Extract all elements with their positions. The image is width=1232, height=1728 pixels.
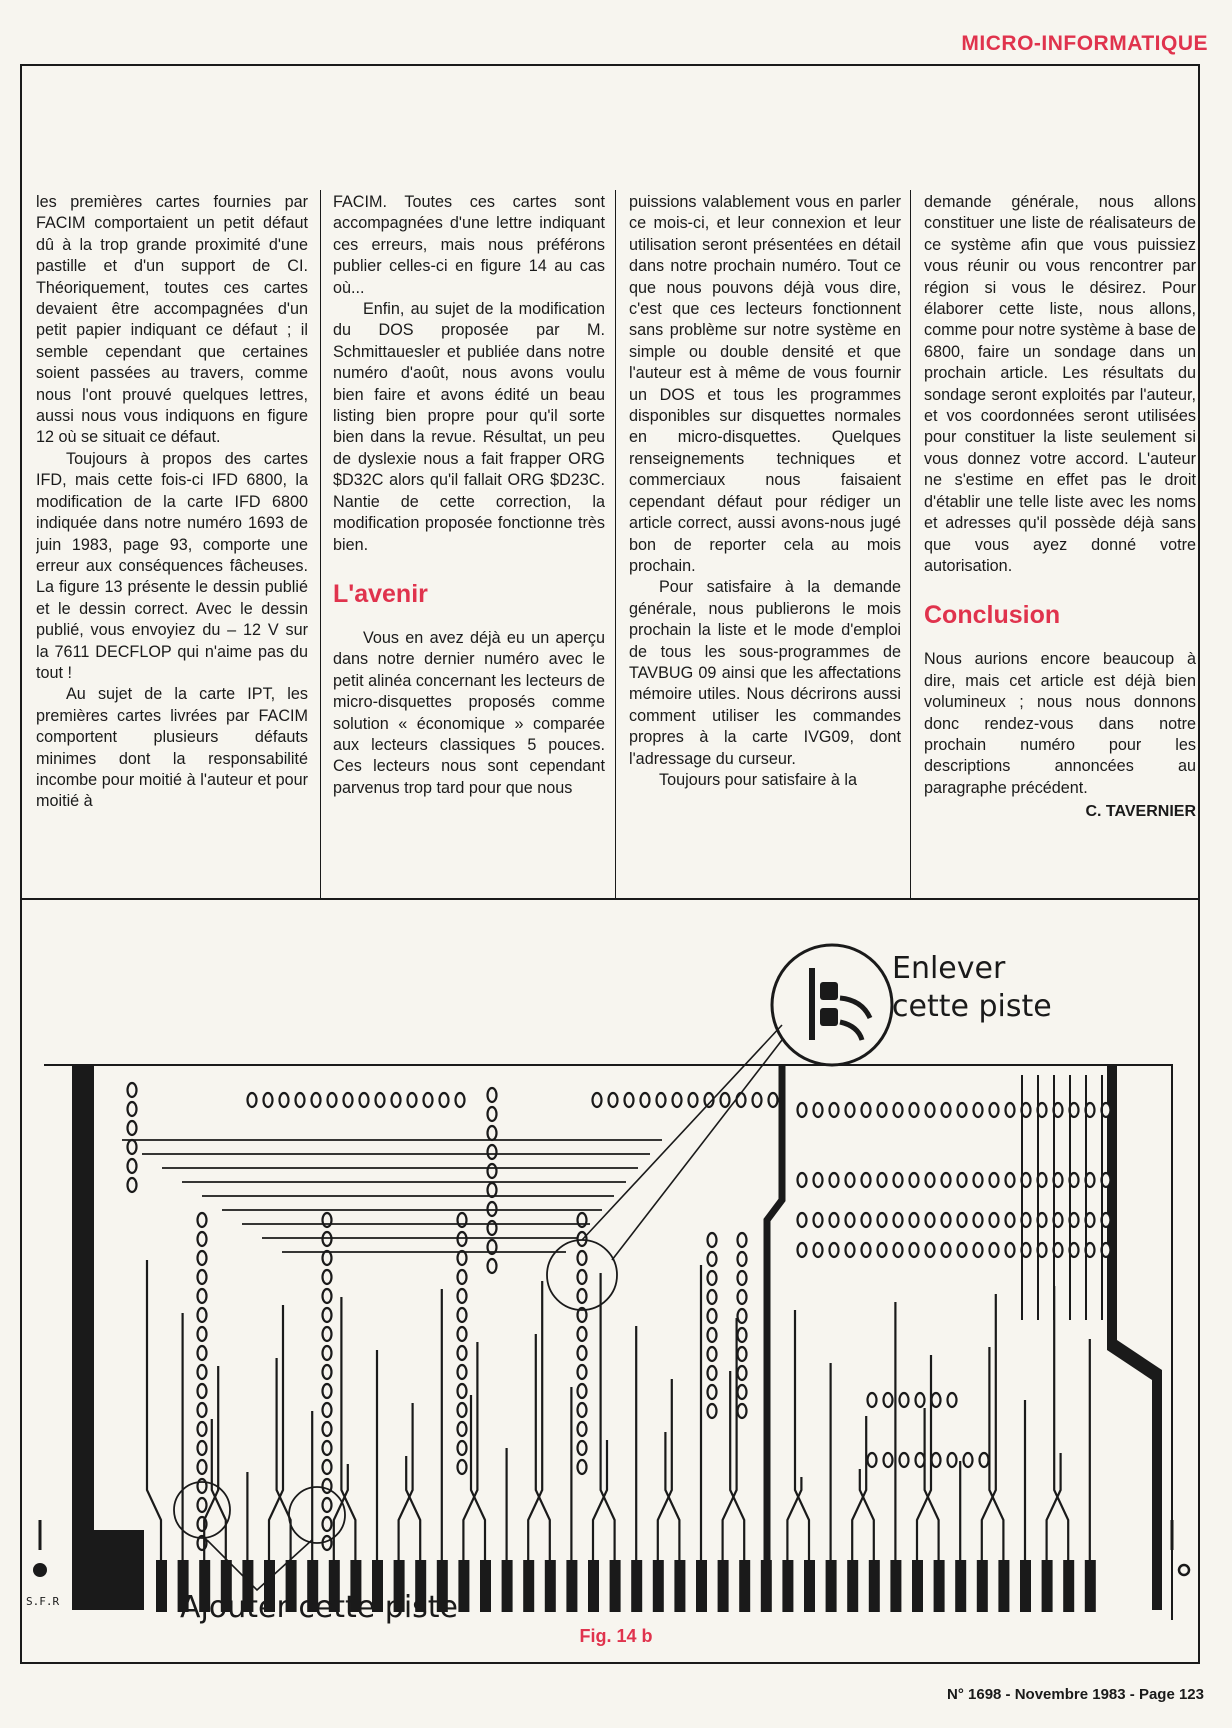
section-heading-avenir: L'avenir bbox=[333, 579, 428, 608]
remove-track-label: Enlever cette piste bbox=[892, 951, 1052, 1024]
solder-pad bbox=[738, 1309, 747, 1323]
solder-pad bbox=[798, 1103, 807, 1117]
edge-finger bbox=[566, 1560, 577, 1612]
solder-pad bbox=[578, 1384, 587, 1398]
edge-finger bbox=[458, 1560, 469, 1612]
solder-pad bbox=[323, 1403, 332, 1417]
solder-pad bbox=[198, 1403, 207, 1417]
solder-pad bbox=[942, 1213, 951, 1227]
solder-pad bbox=[578, 1346, 587, 1360]
solder-pad bbox=[323, 1232, 332, 1246]
solder-pad bbox=[392, 1093, 401, 1107]
leader-line bbox=[612, 1040, 782, 1260]
solder-pad bbox=[1006, 1213, 1015, 1227]
mounting-hole bbox=[33, 1563, 47, 1577]
solder-pad bbox=[974, 1173, 983, 1187]
solder-pad bbox=[488, 1259, 497, 1273]
solder-pad bbox=[456, 1093, 465, 1107]
solder-pad bbox=[198, 1289, 207, 1303]
solder-pad bbox=[738, 1271, 747, 1285]
solder-pad bbox=[708, 1233, 717, 1247]
solder-pad bbox=[900, 1453, 909, 1467]
solder-pad bbox=[708, 1309, 717, 1323]
edge-finger bbox=[502, 1560, 513, 1612]
copper-trace bbox=[147, 1260, 161, 1560]
solder-pad bbox=[910, 1103, 919, 1117]
solder-pad bbox=[738, 1404, 747, 1418]
solder-pad bbox=[376, 1093, 385, 1107]
edge-finger bbox=[934, 1560, 945, 1612]
solder-pad bbox=[974, 1243, 983, 1257]
solder-pad bbox=[738, 1328, 747, 1342]
solder-pad bbox=[738, 1366, 747, 1380]
section-heading-conclusion: Conclusion bbox=[924, 601, 1061, 630]
solder-pad bbox=[916, 1393, 925, 1407]
solder-pad bbox=[894, 1103, 903, 1117]
edge-finger bbox=[761, 1560, 772, 1612]
page-footer: N° 1698 - Novembre 1983 - Page 123 bbox=[947, 1686, 1204, 1703]
solder-pad bbox=[721, 1093, 730, 1107]
solder-pad bbox=[128, 1102, 137, 1116]
solder-pad bbox=[323, 1517, 332, 1531]
solder-pad bbox=[689, 1093, 698, 1107]
paragraph: puissions valablement vous en parler ce mois-ci, et leur connexion et leur utilisation seront présentées en détail dans notre prochain numéro. Tout ce que nous pouvons déjà vous dire, c'est que ces lecteurs fonctionnent sans problème sur notre système en simple ou double densité et que l'auteur est à même de vous fournir un DOS et tous les programmes disponibles sur disquettes normales en micro-disquettes. Quelques renseignements techniques et commerciaux nous faisaient cependant défaut pour rédiger un article correct, aussi avons-nous jugé bon de reporter cela au mois prochain. bbox=[629, 193, 901, 575]
solder-pad bbox=[312, 1093, 321, 1107]
edge-finger bbox=[890, 1560, 901, 1612]
solder-pad bbox=[248, 1093, 257, 1107]
solder-pad bbox=[916, 1453, 925, 1467]
edge-finger bbox=[869, 1560, 880, 1612]
solder-pad bbox=[910, 1243, 919, 1257]
paragraph: demande générale, nous allons constituer une liste de réalisateurs de ce système afin que vous puissiez vous réunir ou vous rencontrer par région si vous le désirez. Pour élaborer cette liste, nous allons, comme pour notre système à base de 6800, faire un sondage dans un prochain article. Les résultats du sondage seront exploités par l'auteur, et vos coordonnées seront utilisées pour constituer la liste seulement si vous donnez votre accord. L'auteur ne s'estime en effet pas le droit d'établir une telle liste avec les noms et adresses qu'il possède déjà sans que vous ayez donné votre autorisation. bbox=[924, 193, 1196, 575]
solder-pad bbox=[846, 1173, 855, 1187]
edge-finger bbox=[782, 1560, 793, 1612]
solder-pad bbox=[932, 1393, 941, 1407]
leader-line bbox=[582, 1025, 782, 1240]
edge-finger bbox=[912, 1560, 923, 1612]
solder-pad bbox=[708, 1290, 717, 1304]
solder-pad bbox=[458, 1289, 467, 1303]
solder-pad bbox=[578, 1213, 587, 1227]
solder-pad bbox=[862, 1173, 871, 1187]
zoom-pad bbox=[820, 1008, 838, 1026]
solder-pad bbox=[990, 1103, 999, 1117]
article-column-3 bbox=[629, 192, 901, 892]
paragraph: Nous aurions encore beaucoup à dire, mais cet article est déjà bien volumineux ; nous nous donnons donc rendez-vous dans notre prochain numéro pour les descriptions annoncées au paragraphe précédent. bbox=[924, 650, 1196, 797]
solder-pad bbox=[942, 1103, 951, 1117]
solder-pad bbox=[458, 1422, 467, 1436]
solder-pad bbox=[609, 1093, 618, 1107]
mounting-hole bbox=[1179, 1565, 1189, 1575]
solder-pad bbox=[323, 1308, 332, 1322]
solder-pad bbox=[458, 1441, 467, 1455]
solder-pad bbox=[830, 1103, 839, 1117]
solder-pad bbox=[753, 1093, 762, 1107]
solder-pad bbox=[862, 1243, 871, 1257]
paragraph: Toujours à propos des cartes IFD, mais cette fois-ci IFD 6800, la modification de la carte IFD 6800 indiquée dans notre numéro 1693 de juin 1983, page 93, comporte une erreur aux conséquences fâcheuses. La figure 13 présente le dessin publié et le dessin correct. Avec le dessin publié, vous envoyiez du – 12 V sur la 7611 DECFLOP qui n'aime pas du tout ! bbox=[36, 449, 308, 682]
solder-pad bbox=[578, 1403, 587, 1417]
edge-finger bbox=[847, 1560, 858, 1612]
solder-pad bbox=[738, 1347, 747, 1361]
solder-pad bbox=[128, 1121, 137, 1135]
solder-pad bbox=[488, 1202, 497, 1216]
ground-strip bbox=[1107, 1065, 1162, 1610]
solder-pad bbox=[128, 1159, 137, 1173]
edge-finger bbox=[826, 1560, 837, 1612]
solder-pad bbox=[814, 1103, 823, 1117]
solder-pad bbox=[708, 1404, 717, 1418]
solder-pad bbox=[708, 1347, 717, 1361]
solder-pad bbox=[328, 1093, 337, 1107]
solder-pad bbox=[198, 1498, 207, 1512]
solder-pad bbox=[798, 1243, 807, 1257]
board-mark: S.F.R bbox=[26, 1595, 60, 1608]
copper-trace bbox=[601, 1273, 615, 1560]
solder-pad bbox=[323, 1270, 332, 1284]
solder-pad bbox=[458, 1232, 467, 1246]
solder-pad bbox=[926, 1243, 935, 1257]
paragraph: Toujours pour satisfaire à la bbox=[659, 770, 857, 789]
zoom-bubble bbox=[772, 945, 892, 1065]
solder-pad bbox=[323, 1251, 332, 1265]
solder-pad bbox=[862, 1213, 871, 1227]
copper-trace bbox=[795, 1310, 809, 1560]
column-rule-3 bbox=[910, 190, 911, 898]
solder-pad bbox=[894, 1173, 903, 1187]
add-track-label: Ajouter cette piste bbox=[180, 1590, 459, 1625]
solder-pad bbox=[323, 1384, 332, 1398]
solder-pad bbox=[323, 1422, 332, 1436]
solder-pad bbox=[344, 1093, 353, 1107]
solder-pad bbox=[737, 1093, 746, 1107]
edge-finger bbox=[977, 1560, 988, 1612]
solder-pad bbox=[814, 1243, 823, 1257]
solder-pad bbox=[198, 1232, 207, 1246]
solder-pad bbox=[578, 1441, 587, 1455]
solder-pad bbox=[488, 1183, 497, 1197]
solder-pad bbox=[990, 1243, 999, 1257]
paragraph: FACIM. Toutes ces cartes sont accompagnées d'une lettre indiquant ces erreurs, mais nous préférons publier celles-ci en figure 14 au cas où... bbox=[333, 193, 605, 297]
solder-pad bbox=[488, 1164, 497, 1178]
solder-pad bbox=[323, 1327, 332, 1341]
solder-pad bbox=[884, 1453, 893, 1467]
edge-finger bbox=[804, 1560, 815, 1612]
copper-trace bbox=[341, 1297, 355, 1560]
solder-pad bbox=[440, 1093, 449, 1107]
solder-pad bbox=[738, 1252, 747, 1266]
section-tag: MICRO-INFORMATIQUE bbox=[961, 32, 1208, 55]
solder-pad bbox=[198, 1384, 207, 1398]
solder-pad bbox=[830, 1243, 839, 1257]
solder-pad bbox=[798, 1173, 807, 1187]
solder-pad bbox=[814, 1173, 823, 1187]
solder-pad bbox=[408, 1093, 417, 1107]
solder-pad bbox=[458, 1308, 467, 1322]
solder-pad bbox=[926, 1103, 935, 1117]
solder-pad bbox=[884, 1393, 893, 1407]
solder-pad bbox=[894, 1243, 903, 1257]
article-column-2 bbox=[333, 192, 605, 892]
solder-pad bbox=[458, 1460, 467, 1474]
edge-finger bbox=[998, 1560, 1009, 1612]
solder-pad bbox=[948, 1453, 957, 1467]
solder-pad bbox=[323, 1213, 332, 1227]
copper-trace bbox=[1054, 1286, 1068, 1560]
solder-pad bbox=[198, 1365, 207, 1379]
solder-pad bbox=[926, 1213, 935, 1227]
edge-finger bbox=[1085, 1560, 1096, 1612]
solder-pad bbox=[830, 1213, 839, 1227]
solder-pad bbox=[708, 1252, 717, 1266]
solder-pad bbox=[488, 1145, 497, 1159]
solder-pad bbox=[458, 1365, 467, 1379]
solder-pad bbox=[932, 1453, 941, 1467]
solder-pad bbox=[814, 1213, 823, 1227]
solder-pad bbox=[198, 1460, 207, 1474]
solder-pad bbox=[458, 1384, 467, 1398]
edge-finger bbox=[610, 1560, 621, 1612]
edge-finger bbox=[545, 1560, 556, 1612]
solder-pad bbox=[625, 1093, 634, 1107]
solder-pad bbox=[198, 1422, 207, 1436]
edge-finger bbox=[955, 1560, 966, 1612]
solder-pad bbox=[488, 1107, 497, 1121]
solder-pad bbox=[846, 1103, 855, 1117]
solder-pad bbox=[1006, 1103, 1015, 1117]
paragraph: les premières cartes fournies par FACIM comportaient un petit défaut dû à la trop grande proximité d'une pastille et d'un support de CI. Théoriquement, toutes ces cartes devaient être accompagnées d'un petit papier indiquant ce défaut ; il semble cependant que certaines soient passées au travers, comme nous l'ont prouvé quelques lettres, aussi nous vous indiquons en figure 12 où se situait ce défaut. bbox=[36, 193, 308, 447]
solder-pad bbox=[708, 1271, 717, 1285]
column-rule-1 bbox=[320, 190, 321, 898]
solder-pad bbox=[868, 1393, 877, 1407]
solder-pad bbox=[578, 1327, 587, 1341]
edge-finger bbox=[631, 1560, 642, 1612]
solder-pad bbox=[198, 1346, 207, 1360]
solder-pad bbox=[894, 1213, 903, 1227]
solder-pad bbox=[488, 1126, 497, 1140]
solder-pad bbox=[910, 1173, 919, 1187]
solder-pad bbox=[323, 1498, 332, 1512]
solder-pad bbox=[128, 1178, 137, 1192]
solder-pad bbox=[673, 1093, 682, 1107]
solder-pad bbox=[360, 1093, 369, 1107]
solder-pad bbox=[708, 1366, 717, 1380]
solder-pad bbox=[198, 1479, 207, 1493]
solder-pad bbox=[974, 1103, 983, 1117]
solder-pad bbox=[926, 1173, 935, 1187]
solder-pad bbox=[958, 1213, 967, 1227]
edge-finger bbox=[1042, 1560, 1053, 1612]
solder-pad bbox=[798, 1213, 807, 1227]
solder-pad bbox=[958, 1173, 967, 1187]
solder-pad bbox=[578, 1289, 587, 1303]
solder-pad bbox=[878, 1173, 887, 1187]
solder-pad bbox=[264, 1093, 273, 1107]
solder-pad bbox=[198, 1213, 207, 1227]
solder-pad bbox=[980, 1453, 989, 1467]
solder-pad bbox=[578, 1270, 587, 1284]
figure-caption: Fig. 14 b bbox=[579, 1626, 653, 1646]
edge-finger bbox=[588, 1560, 599, 1612]
solder-pad bbox=[488, 1221, 497, 1235]
solder-pad bbox=[323, 1346, 332, 1360]
solder-pad bbox=[708, 1328, 717, 1342]
power-trace bbox=[767, 1065, 782, 1560]
solder-pad bbox=[593, 1093, 602, 1107]
edge-finger bbox=[718, 1560, 729, 1612]
edge-finger bbox=[674, 1560, 685, 1612]
solder-pad bbox=[990, 1173, 999, 1187]
solder-pad bbox=[910, 1213, 919, 1227]
solder-pad bbox=[578, 1460, 587, 1474]
solder-pad bbox=[458, 1251, 467, 1265]
solder-pad bbox=[323, 1289, 332, 1303]
solder-pad bbox=[323, 1460, 332, 1474]
solder-pad bbox=[878, 1213, 887, 1227]
solder-pad bbox=[964, 1453, 973, 1467]
solder-pad bbox=[198, 1251, 207, 1265]
edge-finger bbox=[156, 1560, 167, 1612]
edge-finger bbox=[1020, 1560, 1031, 1612]
solder-pad bbox=[424, 1093, 433, 1107]
solder-pad bbox=[878, 1243, 887, 1257]
solder-pad bbox=[990, 1213, 999, 1227]
article-column-4 bbox=[924, 192, 1196, 892]
edge-finger bbox=[1063, 1560, 1074, 1612]
solder-pad bbox=[1006, 1173, 1015, 1187]
solder-pad bbox=[830, 1173, 839, 1187]
solder-pad bbox=[458, 1270, 467, 1284]
paragraph: Enfin, au sujet de la modification du DOS proposée par M. Schmittauesler et publiée dans notre numéro d'août, nous avons voulu bien faire et avons édité un beau listing bien propre pour qu'il sorte bien dans la revue. Résultat, un peu de dyslexie nous a fait frapper ORG $D32C alors qu'il fallait ORG $D23C. Nantie de cette correction, la modification proposée fonctionne très bien. bbox=[333, 300, 605, 554]
edge-finger bbox=[696, 1560, 707, 1612]
edge-finger bbox=[739, 1560, 750, 1612]
solder-pad bbox=[948, 1393, 957, 1407]
solder-pad bbox=[708, 1385, 717, 1399]
solder-pad bbox=[738, 1385, 747, 1399]
solder-pad bbox=[578, 1251, 587, 1265]
solder-pad bbox=[198, 1327, 207, 1341]
solder-pad bbox=[296, 1093, 305, 1107]
solder-pad bbox=[280, 1093, 289, 1107]
solder-pad bbox=[846, 1243, 855, 1257]
paragraph: Au sujet de la carte IPT, les premières cartes livrées par FACIM comportent plusieurs défauts minimes dont la responsabilité incombe pour moitié à l'auteur et pour moitié à bbox=[36, 685, 308, 811]
solder-pad bbox=[878, 1103, 887, 1117]
author-signature: C. TAVERNIER bbox=[1085, 803, 1196, 821]
edge-finger bbox=[653, 1560, 664, 1612]
solder-pad bbox=[738, 1290, 747, 1304]
solder-pad bbox=[458, 1327, 467, 1341]
solder-pad bbox=[198, 1270, 207, 1284]
column-rule-2 bbox=[615, 190, 616, 898]
solder-pad bbox=[958, 1103, 967, 1117]
paragraph: Vous en avez déjà eu un aperçu dans notre dernier numéro avec le petit alinéa concernant les lecteurs de micro-disquettes proposés comme solution « économique » comparée aux lecteurs classiques 5 pouces. Ces lecteurs nous sont cependant parvenus trop tard pour que nous bbox=[333, 628, 605, 797]
solder-pad bbox=[128, 1083, 137, 1097]
solder-pad bbox=[323, 1365, 332, 1379]
solder-pad bbox=[458, 1346, 467, 1360]
edge-finger bbox=[480, 1560, 491, 1612]
solder-pad bbox=[323, 1441, 332, 1455]
solder-pad bbox=[958, 1243, 967, 1257]
solder-pad bbox=[942, 1243, 951, 1257]
zoom-pad bbox=[820, 982, 838, 1000]
solder-pad bbox=[458, 1213, 467, 1227]
solder-pad bbox=[862, 1103, 871, 1117]
solder-pad bbox=[198, 1441, 207, 1455]
solder-pad bbox=[846, 1213, 855, 1227]
solder-pad bbox=[458, 1403, 467, 1417]
solder-pad bbox=[738, 1233, 747, 1247]
solder-pad bbox=[868, 1453, 877, 1467]
edge-finger bbox=[523, 1560, 534, 1612]
solder-pad bbox=[1006, 1243, 1015, 1257]
solder-pad bbox=[198, 1308, 207, 1322]
solder-pad bbox=[769, 1093, 778, 1107]
solder-pad bbox=[488, 1088, 497, 1102]
solder-pad bbox=[578, 1422, 587, 1436]
solder-pad bbox=[128, 1140, 137, 1154]
solder-pad bbox=[641, 1093, 650, 1107]
article-column-1 bbox=[36, 192, 308, 892]
solder-pad bbox=[578, 1365, 587, 1379]
solder-pad bbox=[657, 1093, 666, 1107]
solder-pad bbox=[942, 1173, 951, 1187]
solder-pad bbox=[974, 1213, 983, 1227]
solder-pad bbox=[900, 1393, 909, 1407]
paragraph: Pour satisfaire à la demande générale, nous publierons le mois prochain la liste et le mode d'emploi de tous les sous-programmes de TAVBUG 09 ainsi que les affectations mémoire utiles. Nous décrirons aussi comment utiliser les commandes propres à la carte IVG09, dont l'adressage du curseur. bbox=[629, 578, 901, 768]
